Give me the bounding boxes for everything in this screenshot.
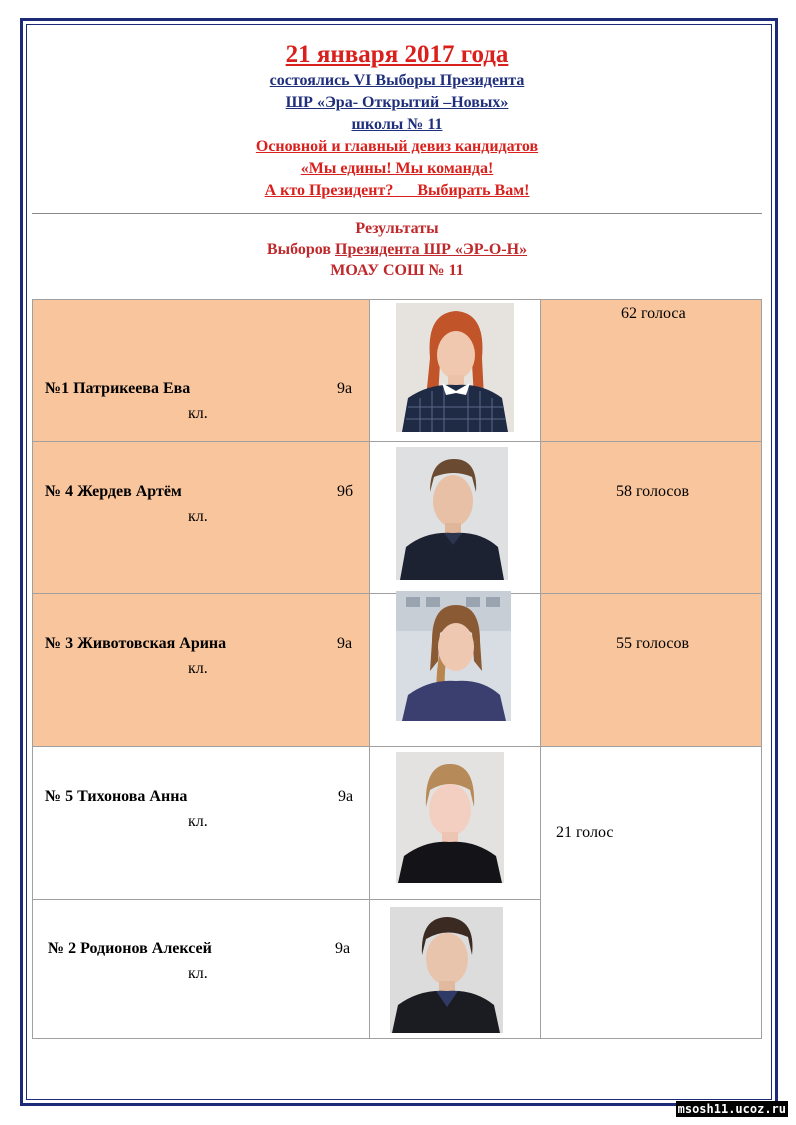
table-row-1-name-cell	[32, 299, 370, 442]
table-row-5-photo-cell	[369, 899, 541, 1039]
candidate-class: 9а	[337, 380, 353, 397]
boy-dark-shirt-photo	[396, 447, 508, 580]
table-row-3-votes-cell	[540, 593, 762, 747]
table-row-5-name-cell	[32, 899, 370, 1039]
candidate-name: № 2 Родионов Алексей	[48, 940, 212, 957]
candidate-votes: 55 голосов	[616, 635, 689, 652]
candidate-class-suffix: кл.	[188, 965, 208, 982]
table-row-3-name-cell	[32, 593, 370, 747]
results-link: Президента ШР «ЭР-О-Н»	[335, 241, 528, 258]
divider	[32, 213, 762, 214]
girl-blonde-photo	[396, 752, 504, 883]
results-prefix: Выборов	[266, 241, 335, 258]
header-motto-line-1: «Мы едины! Мы команда!	[300, 160, 494, 177]
girl-red-hair-photo	[396, 303, 514, 432]
results-title: Результаты	[355, 220, 439, 237]
header-motto-line-2: А кто Президент? Выбирать Вам!	[264, 182, 530, 199]
candidate-class: 9а	[337, 635, 353, 652]
candidate-name: № 3 Животовская Арина	[45, 635, 227, 652]
boy-dark-hair-photo	[390, 907, 503, 1033]
table-row-4-photo-cell	[369, 746, 541, 900]
results-line-2	[32, 239, 762, 260]
site-watermark: msosh11.ucoz.ru	[677, 1102, 786, 1116]
girl-ponytail-photo	[396, 591, 511, 721]
header-line-2: ШР «Эра- Открытий –Новых»	[285, 94, 509, 111]
table-row-2-photo-cell	[369, 441, 541, 594]
candidate-class: 9а	[335, 940, 351, 957]
candidate-class-suffix: кл.	[188, 405, 208, 422]
results-table	[32, 299, 762, 1039]
candidate-name: № 4 Жердев Артём	[45, 483, 182, 500]
results-heading	[32, 218, 762, 281]
candidate-class-suffix: кл.	[188, 660, 208, 677]
candidate-votes: 58 голосов	[616, 483, 689, 500]
table-row-1-photo-cell	[369, 299, 541, 442]
candidate-votes: 21 голос	[556, 824, 614, 841]
table-row-4-name-cell	[32, 746, 370, 900]
header-line-1: состоялись VI Выборы Президента	[269, 72, 525, 89]
candidate-class: 9а	[338, 788, 354, 805]
header	[32, 40, 762, 202]
table-row-2-votes-cell	[540, 441, 762, 594]
candidate-votes: 62 голоса	[621, 305, 686, 322]
table-row-3-photo-cell	[369, 593, 541, 747]
candidate-class: 9б	[337, 483, 354, 500]
candidate-class-suffix: кл.	[188, 813, 208, 830]
header-line-3: школы № 11	[351, 116, 443, 133]
table-row-1-votes-cell	[540, 299, 762, 442]
candidate-name: № 5 Тихонова Анна	[45, 788, 188, 805]
table-row-2-name-cell	[32, 441, 370, 594]
header-date: 21 января 2017 года	[285, 41, 509, 68]
candidate-class-suffix: кл.	[188, 508, 208, 525]
table-rows-4-5-votes-cell	[540, 746, 762, 1039]
results-school: МОАУ СОШ № 11	[330, 262, 464, 279]
header-motto-title: Основной и главный девиз кандидатов	[255, 138, 539, 155]
candidate-name: №1 Патрикеева Ева	[45, 380, 191, 397]
